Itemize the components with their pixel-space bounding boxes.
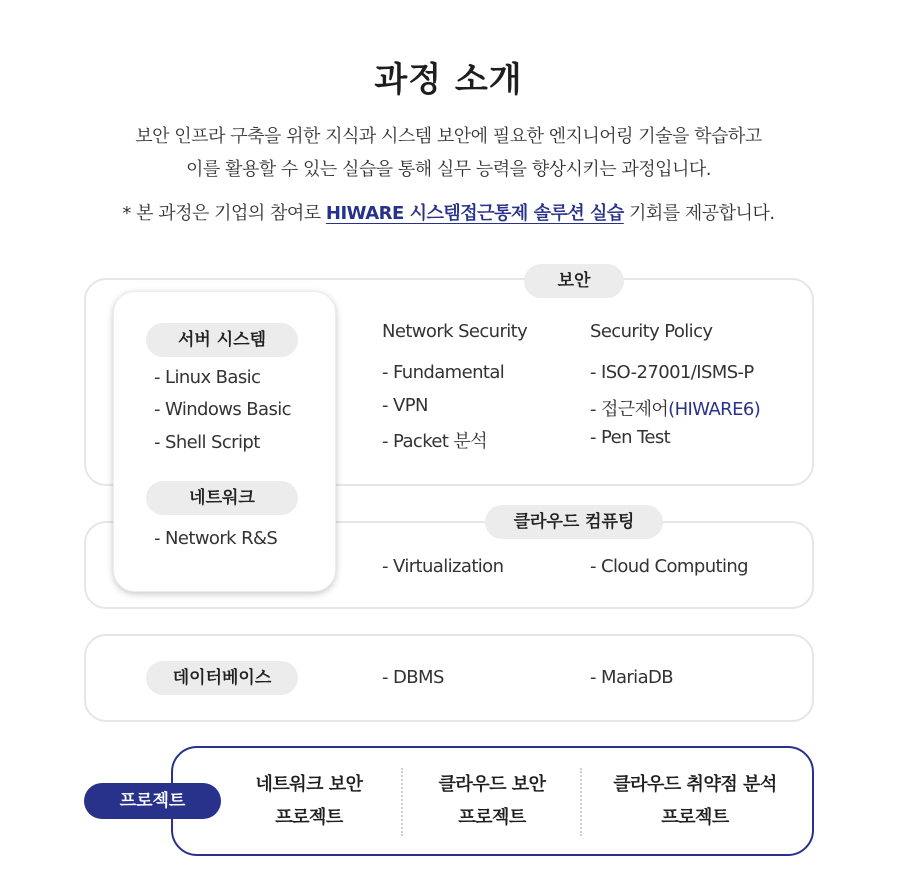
hiware-text: (HIWARE6) [668, 399, 761, 420]
cloud-label: 클라우드 컴퓨팅 [485, 505, 663, 539]
server-item: - Shell Script [154, 432, 260, 453]
project-title: 네트워크 보안 [255, 774, 363, 795]
security-policy-item: - ISO-27001/ISMS-P [590, 362, 754, 383]
server-item: - Windows Basic [154, 399, 291, 420]
network-security-item: - Fundamental [382, 362, 505, 383]
database-label: 데이터베이스 [146, 661, 298, 695]
network-item: - Network R&S [154, 528, 278, 549]
project-subtitle: 프로젝트 [275, 807, 343, 828]
project-subtitle: 프로젝트 [661, 807, 729, 828]
note-suffix: 기회를 제공합니다. [623, 203, 775, 224]
page-title: 과정 소개 [374, 60, 523, 100]
security-policy-heading: Security Policy [590, 321, 713, 342]
project-divider [401, 768, 403, 836]
note-highlight-link[interactable]: HIWARE 시스템접근통제 솔루션 실습 [325, 203, 624, 224]
project-divider [580, 768, 582, 836]
project-cloud-security [405, 768, 579, 834]
database-item: - MariaDB [590, 667, 674, 688]
project-cloud-vulnerability [584, 768, 806, 834]
network-security-item: - Packet 분석 [382, 431, 488, 452]
security-policy-item [590, 395, 760, 421]
server-system-label: 서버 시스템 [146, 323, 298, 357]
security-label: 보안 [524, 264, 624, 298]
access-control-text: - 접근제어 [590, 399, 669, 420]
description-line-1: 보안 인프라 구축을 위한 지식과 시스템 보안에 필요한 엔지니어링 기술을 학습하고 [135, 126, 762, 147]
network-security-item: - VPN [382, 395, 428, 416]
project-subtitle: 프로젝트 [458, 807, 526, 828]
project-label: 프로젝트 [84, 783, 221, 819]
project-title: 클라우드 취약점 분석 [613, 774, 777, 795]
cloud-item: - Virtualization [382, 556, 504, 577]
cloud-item: - Cloud Computing [590, 556, 748, 577]
network-label: 네트워크 [146, 481, 298, 515]
project-title: 클라우드 보안 [438, 774, 546, 795]
security-policy-item: - Pen Test [590, 427, 671, 448]
project-network-security [221, 768, 397, 834]
description-line-2: 이를 활용할 수 있는 실습을 통해 실무 능력을 향상시키는 과정입니다. [185, 159, 712, 180]
server-item: - Linux Basic [154, 367, 261, 388]
participation-note [0, 199, 897, 225]
network-security-heading: Network Security [382, 321, 528, 342]
database-item: - DBMS [382, 667, 444, 688]
note-prefix: * 본 과정은 기업의 참여로 [122, 203, 326, 224]
